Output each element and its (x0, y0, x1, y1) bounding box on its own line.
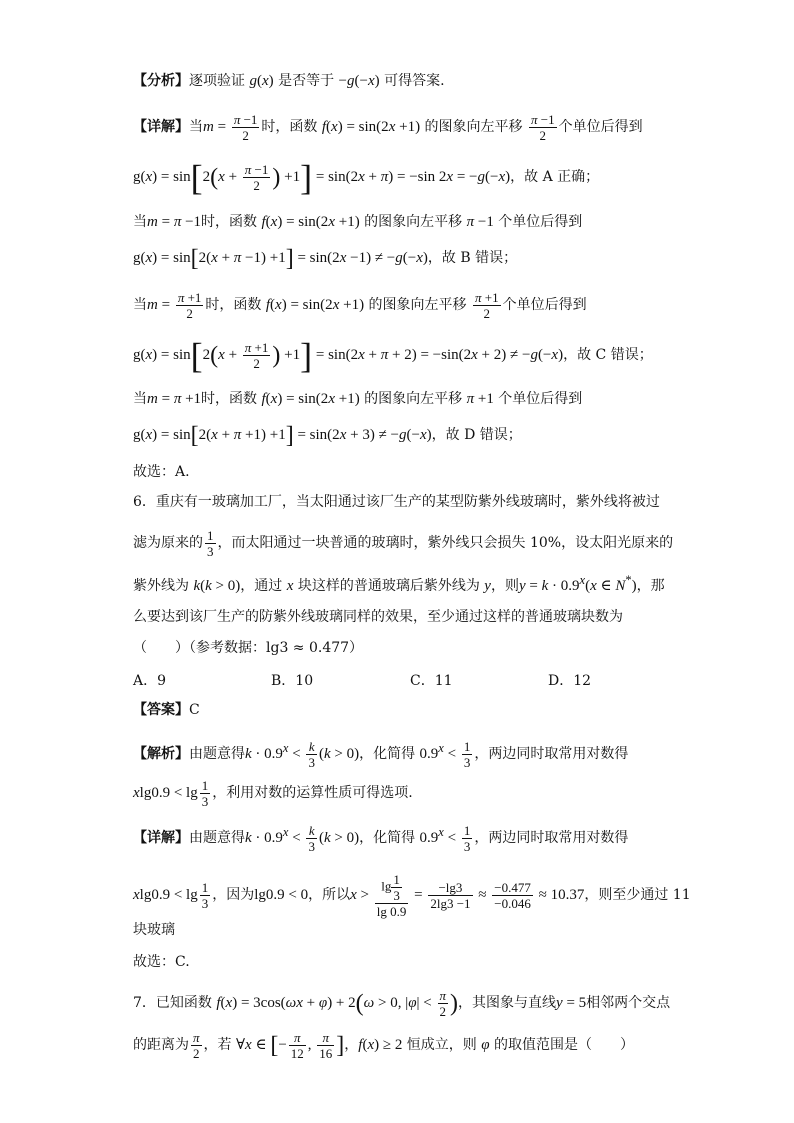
q6-answer-value: C (189, 702, 200, 718)
solution-b-equation: g(x) = sin[2(x + π −1) +1] = sin(2x −1) ≠ −g(−x)，故 B 错误； (133, 245, 518, 272)
tag-answer: 【答案】 (133, 702, 189, 718)
q6-xiangjie-line-2: xlg0.9 < lg $\frac{1}{3}$ ，因为lg0.9 < 0，所以x > lg $\frac{1}{3}$ lg 0.9 = $\frac{-\lg 3}{2\lg 3 -1}$ ≈ $\frac{-0.477}{-0.046}$ ≈ 10.37，则至少通过 11 (133, 872, 691, 919)
q6-stem-line-2: 滤为原来的 $\frac{1}{3}$ ，而太阳通过一块普通的玻璃时，紫外线只会损失 10%，设太阳光原来的 (133, 528, 674, 559)
q6-stem-line-5: （ ）（参考数据：lg3 ≈ 0.477） (133, 640, 364, 656)
q6-xiangjie-line-1: 【详解】由题意得$k \cdot 0.9^x$ < $\frac{k}{3}$ (k > 0)，化简得 $0.9^x$ < $\frac{1}{3}$ ，两边同时取常用对数得 (133, 823, 629, 855)
q5-select: 故选：A. (133, 464, 190, 480)
tag-detail-q6: 【详解】 (133, 830, 189, 846)
solution-d-equation: g(x) = sin[2(x + π +1) +1] = sin(2x + 3) ≠ −g(−x)，故 D 错误； (133, 422, 522, 449)
q7-stem-line-1: 7．已知函数 f(x) = 3cos(ωx + φ) + 2(ω > 0, |φ| < $\frac{\pi}{2}$ )，其图象与直线y = 5相邻两个交点 (133, 988, 671, 1019)
analysis-line: 【分析】逐项验证 g(x) 是否等于 −g(−x) 可得答案. (133, 73, 445, 89)
solution-c-equation: g(x) = sin[2(x + $\frac{\pi +1}{2}$ ) +1] = sin(2x + π + 2) = −sin(2x + 2) ≠ −g(−x)，故 C 错误； (133, 335, 653, 376)
solution-d-intro: 当m = π +1时，函数 f(x) = sin(2x +1) 的图象向左平移 π +1 个单位后得到 (133, 391, 583, 407)
solution-c-intro: 当m = $\frac{\pi +1}{2}$ 时，函数 f(x) = sin(2x +1) 的图象向左平移 $\frac{\pi +1}{2}$ 个单位后得到 (133, 290, 587, 321)
solution-b-intro: 当m = π −1时，函数 f(x) = sin(2x +1) 的图象向左平移 π −1 个单位后得到 (133, 214, 583, 230)
q6-jiexi-line-2: xlg0.9 < lg $\frac{1}{3}$ ，利用对数的运算性质可得选项. (133, 778, 413, 809)
solution-a-intro: 【详解】当m = $\frac{\pi -1}{2}$ 时，函数 f(x) = sin(2x +1) 的图象向左平移 $\frac{\pi -1}{2}$ 个单位后得到 (133, 112, 643, 143)
q6-stem-line-4: 么要达到该厂生产的防紫外线玻璃同样的效果，至少通过这样的普通玻璃块数为 (133, 609, 623, 625)
q6-option-b: B．10 (271, 673, 314, 689)
tag-explanation: 【解析】 (133, 746, 189, 762)
q6-option-a: A．9 (133, 673, 167, 689)
tag-analysis: 【分析】 (133, 73, 189, 89)
q6-xiangjie-line-3: 块玻璃 (133, 922, 175, 938)
solution-a-equation: g(x) = sin[2(x + $\frac{\pi -1}{2}$ ) +1] = sin(2x + π) = −sin 2x = −g(−x)，故 A 正确； (133, 157, 600, 198)
q6-stem-line-1: 6．重庆有一玻璃加工厂，当太阳通过该厂生产的某型防紫外线玻璃时，紫外线将被过 (133, 494, 660, 510)
q6-answer (133, 700, 200, 720)
q6-stem-line-3: 紫外线为 k(k > 0)，通过 x 块这样的普通玻璃后紫外线为 y，则$y = k \cdot 0.9^x(x$ ∈ N*)，那 (133, 573, 665, 594)
q6-select: 故选：C. (133, 954, 190, 970)
q6-option-c: C．11 (410, 673, 453, 689)
q6-jiexi-line-1: 【解析】由题意得$k \cdot 0.9^x$ < $\frac{k}{3}$ (k > 0)，化简得 $0.9^x$ < $\frac{1}{3}$ ，两边同时取常用对数得 (133, 739, 629, 771)
tag-detail: 【详解】 (133, 118, 189, 135)
q6-option-d: D．12 (548, 673, 592, 689)
q7-stem-line-2: 的距离为 $\frac{\pi}{2}$ ，若 ∀x ∈ [− $\frac{\pi}{12}$ , $\frac{\pi}{16}$ ]，f(x) ≥ 2 恒成立，则 φ 的取值范围是（ ） (133, 1030, 635, 1061)
